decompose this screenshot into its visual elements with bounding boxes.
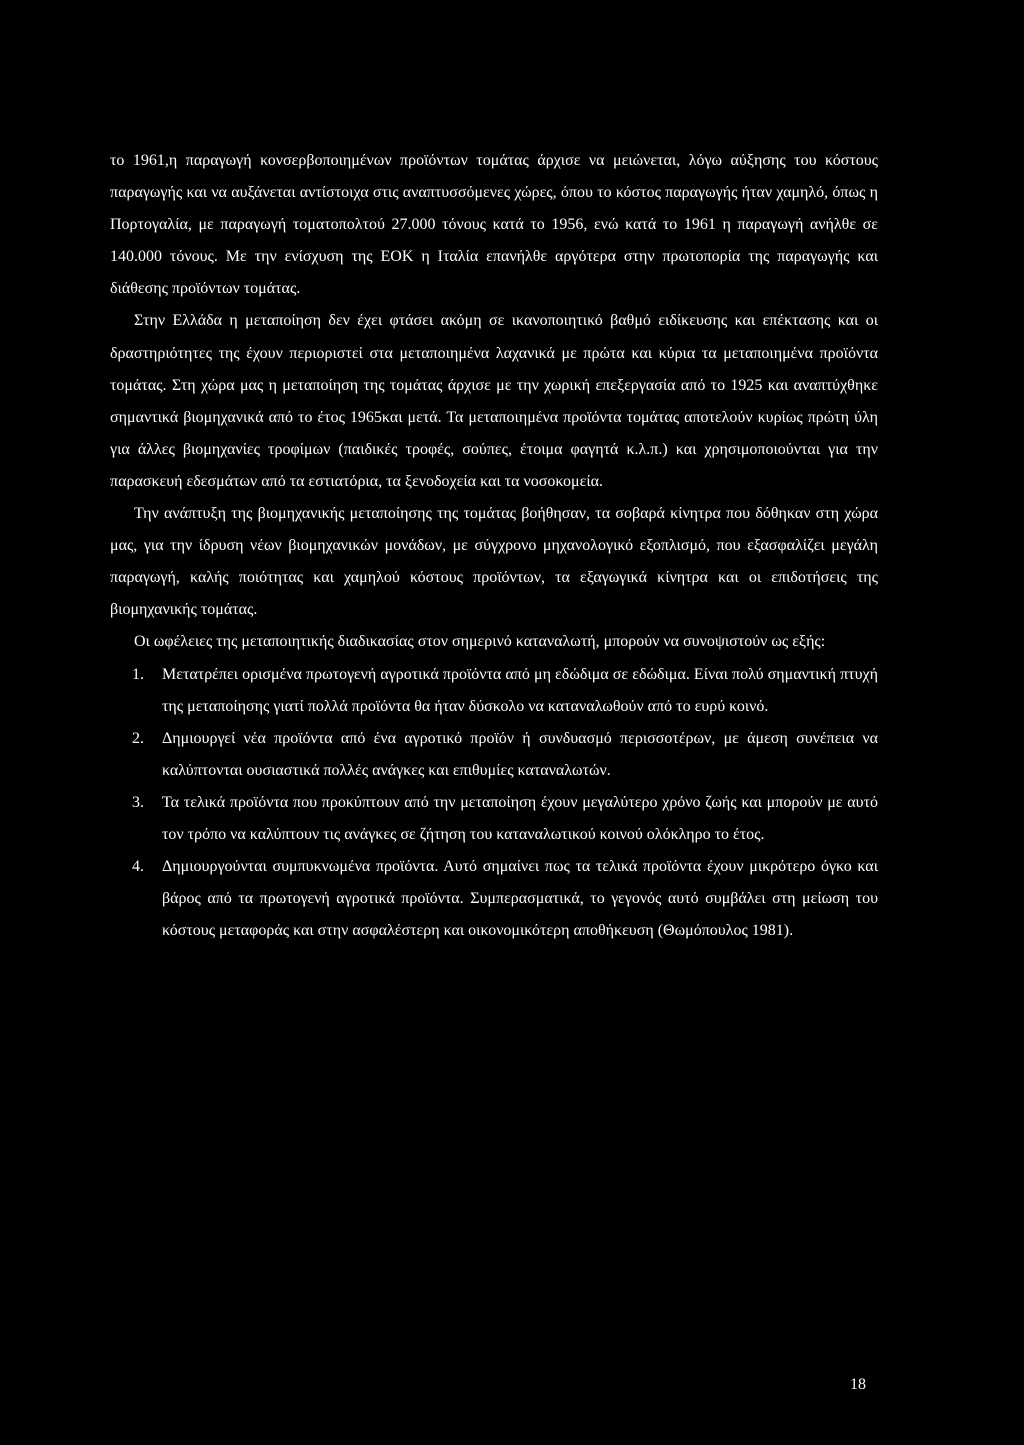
paragraph-1: το 1961,η παραγωγή κονσερβοποιημένων προϊόντων τομάτας άρχισε να μειώνεται, λόγω αύξησης του κόστους παραγωγής και να αυξάνεται αντίστοιχα στις αναπτυσσόμενες χώρες, όπου το κόστος παραγωγής ήταν χαμηλό, όπως η Πορτογαλία, με παραγωγή τοματοπολτού 27.000 τόνους κατά το 1956, ενώ κατά το 1961 η παραγωγή ανήλθε σε 140.000 τόνους. Με την ενίσχυση της ΕΟΚ η Ιταλία επανήλθε αργότερα στην πρωτοπορία της παραγωγής και διάθεσης προϊόντων τομάτας. <box>110 152 878 298</box>
paragraph-3: Την ανάπτυξη της βιομηχανικής μεταποίησης της τομάτας βοήθησαν, τα σοβαρά κίνητρα που δόθηκαν στη χώρα μας, για την ίδρυση νέων βιομηχανικών μονάδων, με σύγχρονο μηχανολογικό εξοπλισμό, που εξασφαλίζει μεγάλη παραγωγή, καλής ποιότητας και χαμηλού κόστους προϊόντων, τα εξαγωγικά κίνητρα και οι επιδοτήσεις της βιομηχανικής τομάτας. <box>110 505 878 619</box>
list-item <box>110 851 878 947</box>
list-item-text: Δημιουργεί νέα προϊόντα από ένα αγροτικό προϊόν ή συνδυασμό περισσοτέρων, με άμεση συνέπεια να καλύπτονται ουσιαστικά πολλές ανάγκες και επιθυμίες καταναλωτών. <box>162 729 878 779</box>
list-item <box>110 787 878 851</box>
list-item-number: 4. <box>132 858 144 876</box>
list-item-text: Τα τελικά προϊόντα που προκύπτουν από την μεταποίηση έχουν μεγαλύτερο χρόνο ζωής και μπορούν με αυτό τον τρόπο να καλύπτουν τις ανάγκες σε ζήτηση του καταναλωτικού κοινού ολόκληρο το έτος. <box>162 793 878 843</box>
list-item <box>110 659 878 723</box>
page-number: 18 <box>850 1376 866 1393</box>
list-item-text: Μετατρέπει ορισμένα πρωτογενή αγροτικά προϊόντα από μη εδώδιμα σε εδώδιμα. Είναι πολύ σημαντική πτυχή της μεταποίησης γιατί πολλά προϊόντα θα ήταν δύσκολο να καταναλωθούν από το ευρύ κοινό. <box>162 665 878 715</box>
list-item-text: Δημιουργούνται συμπυκνωμένα προϊόντα. Αυτό σημαίνει πως τα τελικά προϊόντα έχουν μικρότερο όγκο και βάρος από τα πρωτογενή αγροτικά προϊόντα. Συμπερασματικά, το γεγονός αυτό συμβάλει στη μείωση του κόστους μεταφοράς και στην ασφαλέστερη και οικονομικότερη αποθήκευση (Θωμόπουλος 1981). <box>162 858 878 940</box>
list-item-number: 2. <box>132 729 144 747</box>
body-text <box>110 145 878 947</box>
benefits-list <box>110 659 878 948</box>
list-item <box>110 723 878 787</box>
list-item-number: 3. <box>132 793 144 811</box>
list-item-number: 1. <box>132 665 144 683</box>
paragraph-2: Στην Ελλάδα η μεταποίηση δεν έχει φτάσει ακόμη σε ικανοποιητικό βαθμό ειδίκευσης και επέκτασης και οι δραστηριότητες της έχουν περιοριστεί στα μεταποιημένα λαχανικά με πρώτα και κύρια τα μεταποιημένα προϊόντα τομάτας. Στη χώρα μας η μεταποίηση της τομάτας άρχισε με την χωρική επεξεργασία από το 1925 και αναπτύχθηκε σημαντικά βιομηχανικά από το έτος 1965και μετά. Τα μεταποιημένα προϊόντα τομάτας αποτελούν κυρίως πρώτη ύλη για άλλες βιομηχανίες τροφίμων (παιδικές τροφές, σούπες, έτοιμα φαγητά κ.λ.π.) και χρησιμοποιούνται για την παρασκευή εδεσμάτων από τα εστιατόρια, τα ξενοδοχεία και τα νοσοκομεία. <box>110 312 878 490</box>
paragraph-4: Οι ωφέλειες της μεταποιητικής διαδικασίας στον σημερινό καταναλωτή, μπορούν να συνοψιστούν ως εξής: <box>134 633 826 651</box>
